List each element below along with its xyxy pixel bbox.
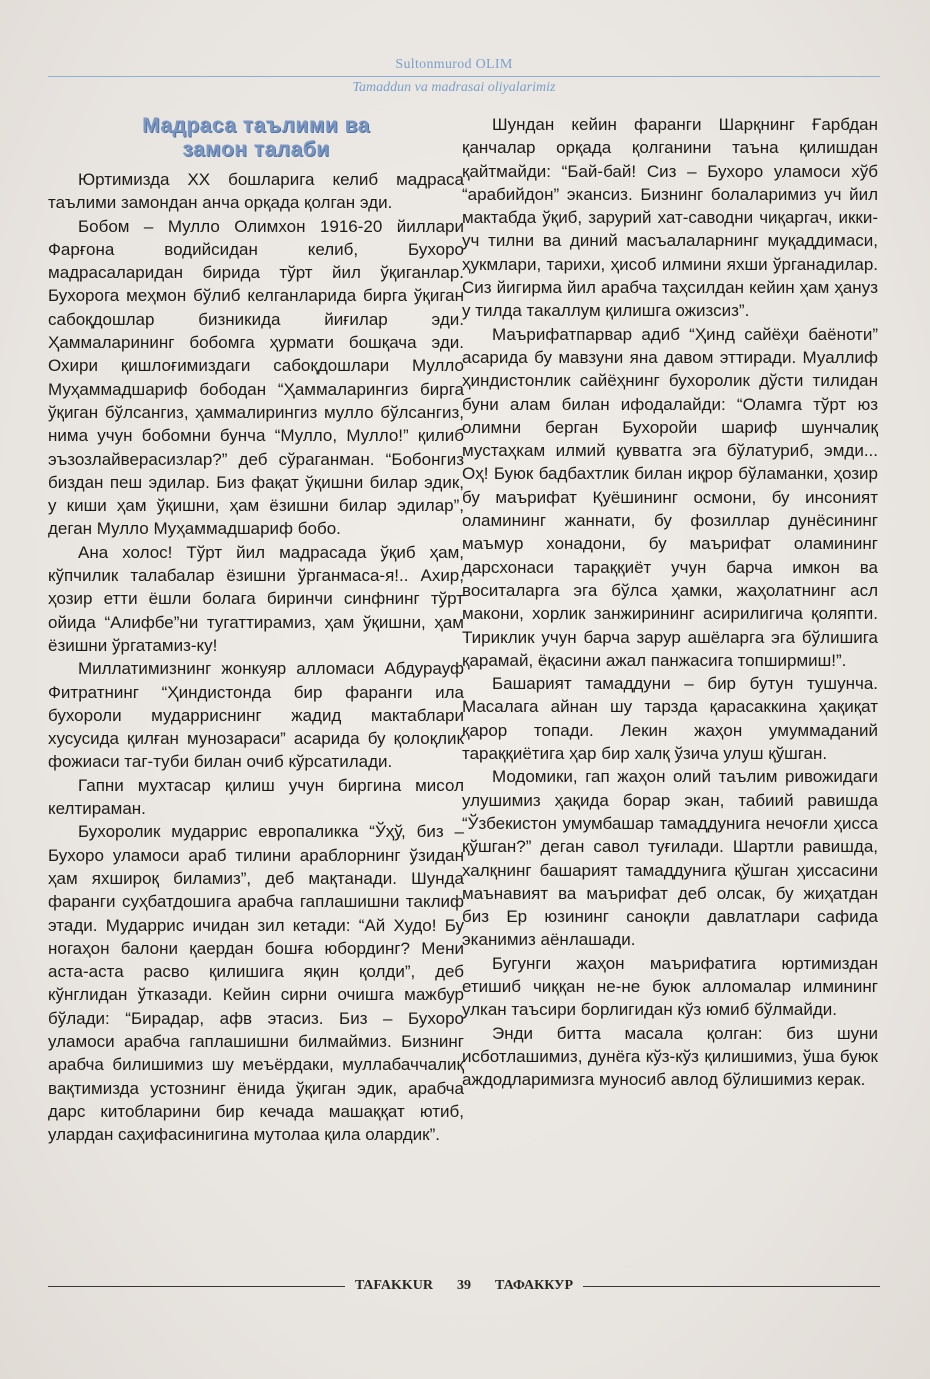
paragraph: Миллатимизнинг жонкуяр алломаси Абдурауф Фитратнинг “Ҳиндистонда бир фаранги ила бухороли мударриснинг жадид мактаблари хусусида қилған мунозараси” асарида бу қолоқлик фожиаси таг-туби билан очиб кўрсатилади.: [48, 659, 464, 772]
paragraph: Башарият тамаддуни – бир бутун тушунча. Масалага айнан шу тарзда қарасаккина ҳақиқат қарор топади. Лекин жаҳон умуммаданий тараққиётига ҳар бир халқ ўзича улуш қўшган.: [462, 674, 878, 764]
header-series: Tamaddun va madrasai oliyalarimiz: [352, 80, 556, 95]
footer-rule-left: [48, 1286, 345, 1287]
running-header: [48, 56, 880, 97]
paragraph: Бухоролик мударрис европаликка “Ўҳў, биз – Бухоро уламоси араб тилини араблорнинг ўзидан ҳам яхшироқ биламиз”, деб мақтанади. Шунда фаранги суҳбатдошига арабча гаплашишни таклиф этади. Мударрис ичидан зил кетади: “Ай Худо! Бу ногаҳон балони қаердан бошға юбординг? Мени аста-аста расво қилишига яқин қолди”, деб кўнглидан ўтказади. Кейин сирни очишга мажбур бўлади: “Бирадар, афв этасиз. Биз – Бухоро уламоси арабча гаплашишни билмаймиз. Бизнинг арабча билишимиз шу меъёрдаки, муллабаччалиқ вақтимизда устознинг ёнида ўқиган эдик, арабча дарс китобларини бир кечада машаққат ютиб, улардан саҳифасинигина мутолаа қила олардик”.: [48, 822, 464, 1145]
footer-magazine-cyrillic: ТАФАККУР: [495, 1278, 574, 1293]
right-column: [462, 113, 878, 1091]
page-number: 39: [457, 1278, 472, 1293]
header-author: Sultonmurod OLIM: [395, 57, 513, 72]
paragraph: Бугунги жаҳон маърифатига юртимиздан етишиб чиққан не-не буюк алломалар илмининг улкан таъсири борлигидан кўз юмиб бўлмайди.: [462, 953, 878, 1020]
paragraph: Энди битта масала қолган: биз шуни исботлашимиз, дунёга кўз-кўз қилишимиз, ўша буюк аждодларимизга муносиб авлод бўлишимиз керак.: [462, 1023, 878, 1090]
article-title-line2: замон талаби: [182, 138, 330, 161]
paragraph: Бобом – Мулло Олимхон 1916-20 йиллари Фарғона водийсидан келиб, Бухоро мадрасаларидан бирида тўрт йил ўқиганлар. Бухорога меҳмон бўлиб келганларида бирга ўқиган сабоқдошлар бизникида йиғилар эди. Ҳаммаларининг бобомга ҳурмати бошқача эди. Охири қишлоғимиздаги сабоқдошлари Мулло Муҳаммадшариф бободан “Ҳаммаларингиз бирга ўқиган бўлсангиз, ҳаммалирингиз мулло бўлсангиз, нима учун бобомни бунча “Мулло, Мулло!” қилиб эъзозлайверасизлар?” деб сўраганман. “Бобонгиз биздан пеш эдилар. Биз фақат ўқишни билар эдик, у киши ҳам ўқишни, ҳам ёзишни билар эдилар”, деган Мулло Муҳаммадшариф бобо.: [48, 216, 464, 539]
paragraph: Маърифатпарвар адиб “Ҳинд сайёҳи баёноти” асарида бу мавзуни яна давом эттиради. Муаллиф ҳиндистонлик сайёҳнинг бухоролик дўсти тилидан буни алам билан ифодалайди: “Оламга тўрт юз олимни берган Бухоройи шариф шунчалиқ мустаҳкам илмий қувватга эга бўлатуриб, эмди... Оҳ! Буюк бадбахтлик билан иқрор бўламанки, ҳозир бу маърифат Қуёшининг осмони, бу инсоният оламининг жаннати, бу фозиллар дунёсининг маъмур хонадони, бу маърифат оламининг дарсхонаси тараққиёт учун барча имкон ва воситаларга эга бўлса ҳамки, жаҳолатнинг асл макони, хорлик занжирининг асирилигича қоляпти. Тириклик учун барча зарур ашёларга эга бўлишига қарамай, ёқасини ажал панжасига топширмиш!”.: [462, 324, 878, 670]
article-title-line1: Мадраса таълими ва: [142, 114, 370, 137]
paragraph: Гапни мухтасар қилиш учун биргина мисол келтираман.: [48, 775, 464, 819]
header-rule: [48, 76, 880, 77]
article-title: [48, 114, 464, 162]
paragraph: Юртимизда XX бошларига келиб мадраса таълими замондан анча орқада қолган эди.: [48, 170, 464, 213]
left-column: [48, 112, 464, 1146]
paragraph: Ана холос! Тўрт йил мадрасада ўқиб ҳам, кўпчилик талабалар ёзишни ўрганмаса-я!.. Ахир, ҳозир етти ёшли болага биринчи синфнинг тўрт ойида “Алифбе”ни тугаттирамиз, ҳам ўқишни, ҳам ёзишни ўргатамиз-ку!: [48, 542, 464, 655]
footer-magazine-latin: TAFAKKUR: [354, 1278, 434, 1293]
page-footer: [48, 1276, 880, 1296]
paragraph: Модомики, гап жаҳон олий таълим ривожидаги улушимиз ҳақида борар экан, табиий равишда “Ўзбекистон умумбашар тамаддунига нечоғли ҳисса қўшган?” деган савол туғилади. Шартли равишда, халқнинг башарият тамаддунига қўшган ҳиссасини маънавият ва маърифат деб олсак, бу жиҳатдан биз Ер юзининг саноқли давлатлари сафида эканимиз аёнлашади.: [462, 767, 878, 950]
footer-rule-right: [583, 1286, 880, 1287]
paragraph: Шундан кейин фаранги Шарқнинг Ғарбдан қанчалар орқада қолганини таъна қилишдан қайтмайди: “Бай-бай! Сиз – Бухоро уламоси хўб “арабийдон” экансиз. Бизнинг болаларимиз уч йил мактабда ўқиб, зарурий хат-саводни чиқаргач, икки-уч тилни ва диний масъалаларнинг муқаддимаси, ҳукмлари, тарихи, ҳисоб илмини яхши ўрганадилар. Сиз йигирма йил арабча таҳсилдан кейин ҳам ҳануз у тилда такаллум қилишга ожизсиз”.: [462, 115, 878, 321]
